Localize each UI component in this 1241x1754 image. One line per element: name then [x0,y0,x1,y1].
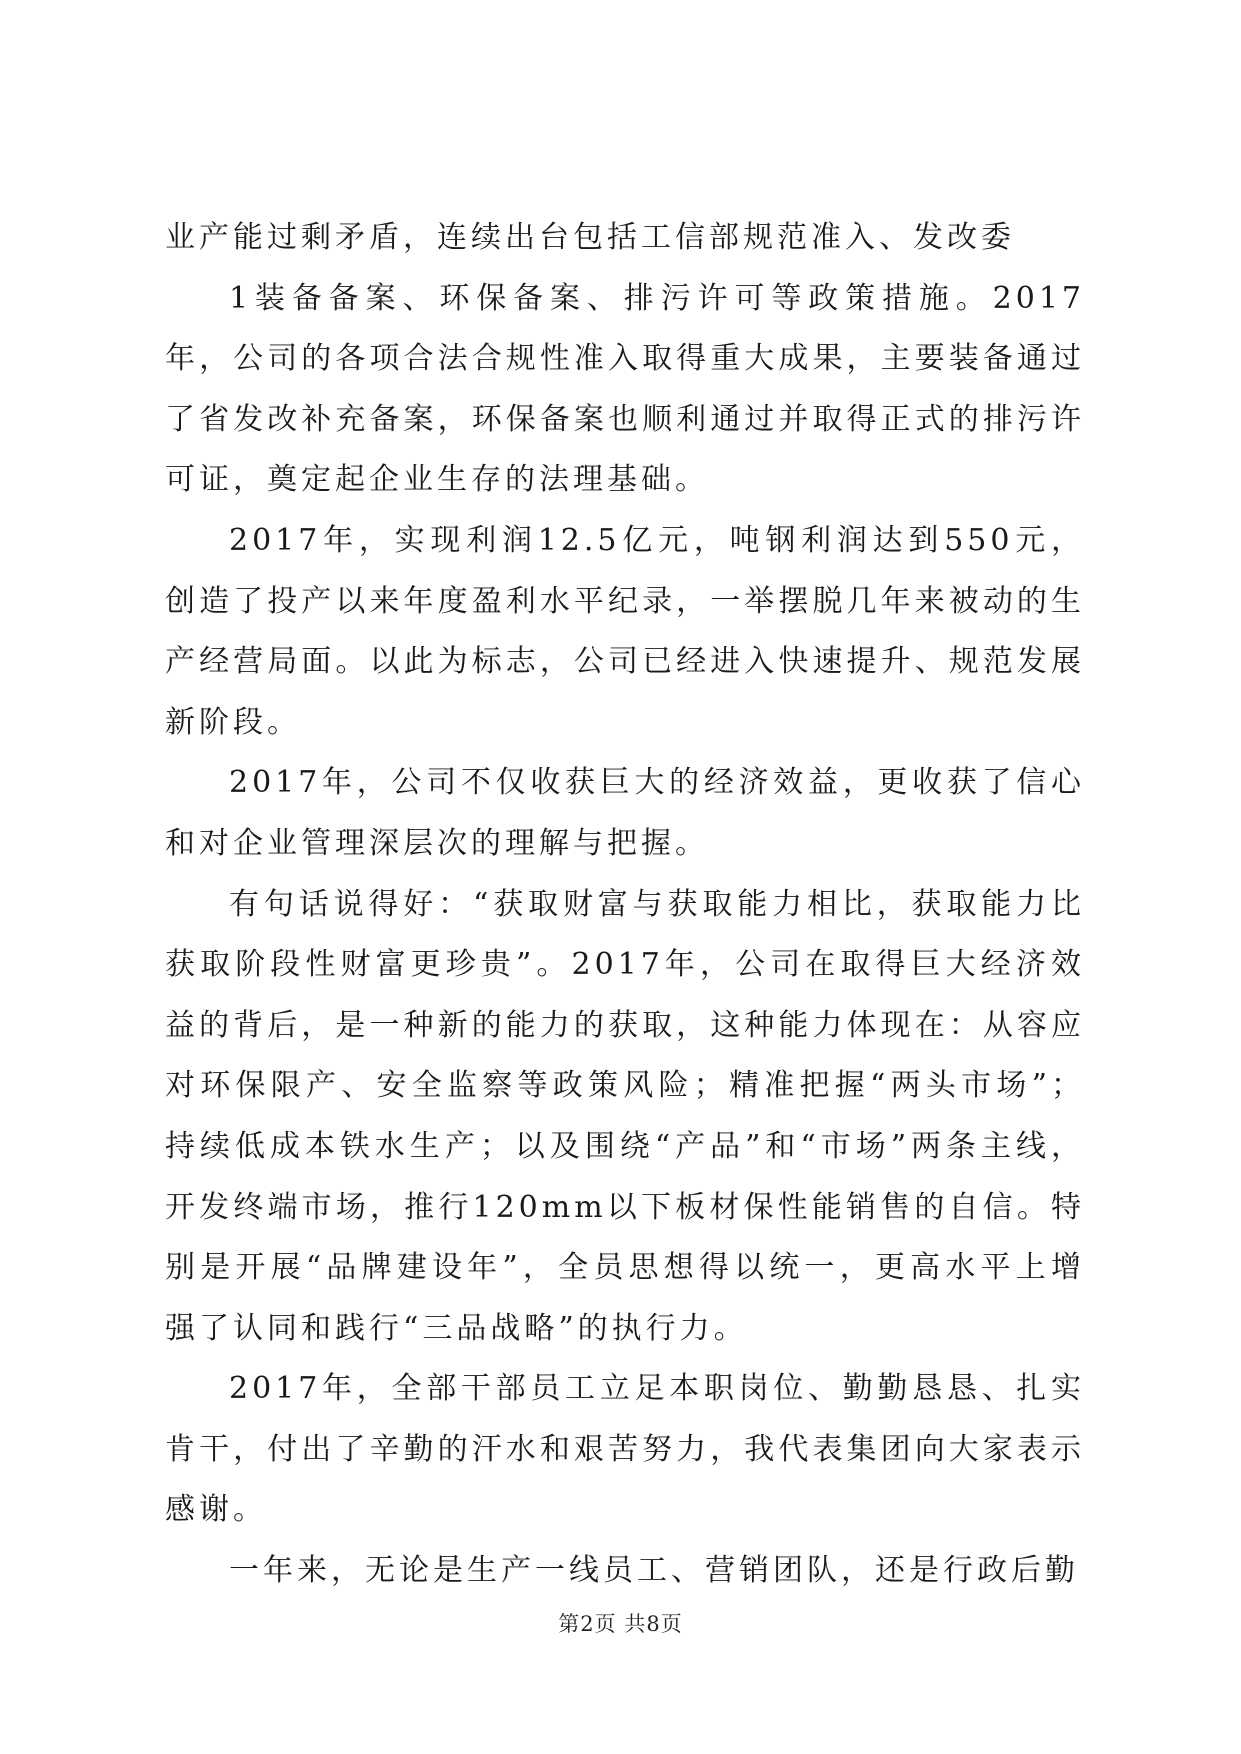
document-body [165,208,1085,1602]
page-number-footer: 第2页 共8页 [558,1612,683,1636]
paragraph-policy-filing: 1装备备案、环保备案、排污许可等政策措施。2017年，公司的各项合法合规性准入取得重大成果，主要装备通过了省发改补充备案，环保备案也顺利通过并取得正式的排污许可证，奠定起企业生存的法理基础。 [165,280,1085,498]
paragraph-capability: 有句话说得好：“获取财富与获取能力相比，获取能力比获取阶段性财富更珍贵”。2017年，公司在取得巨大经济效益的背后，是一种新的能力的获取，这种能力体现在：从容应对环保限产、安全监察等政策风险；精准把握“两头市场”；持续低成本铁水生产；以及围绕“产品”和“市场”两条主线，开发终端市场，推行120mm以下板材保性能销售的自信。特别是开展“品牌建设年”，全员思想得以统一，更高水平上增强了认同和践行“三品战略”的执行力。 [165,886,1085,1346]
paragraph-thanks: 2017年，全部干部员工立足本职岗位、勤勤恳恳、扎实肯干，付出了辛勤的汗水和艰苦努力，我代表集团向大家表示感谢。 [165,1371,1085,1528]
paragraph-profit: 2017年，实现利润12.5亿元，吨钢利润达到550元，创造了投产以来年度盈利水平纪录，一举摆脱几年来被动的生产经营局面。以此为标志，公司已经进入快速提升、规范发展新阶段。 [165,522,1085,740]
paragraph-year-review: 一年来，无论是生产一线员工、营销团队，还是行政后勤 [229,1553,1079,1589]
paragraph-continuation: 业产能过剩矛盾，连续出台包括工信部规范准入、发改委 [165,220,1015,255]
paragraph-confidence: 2017年，公司不仅收获巨大的经济效益，更收获了信心和对企业管理深层次的理解与把握。 [165,765,1085,861]
